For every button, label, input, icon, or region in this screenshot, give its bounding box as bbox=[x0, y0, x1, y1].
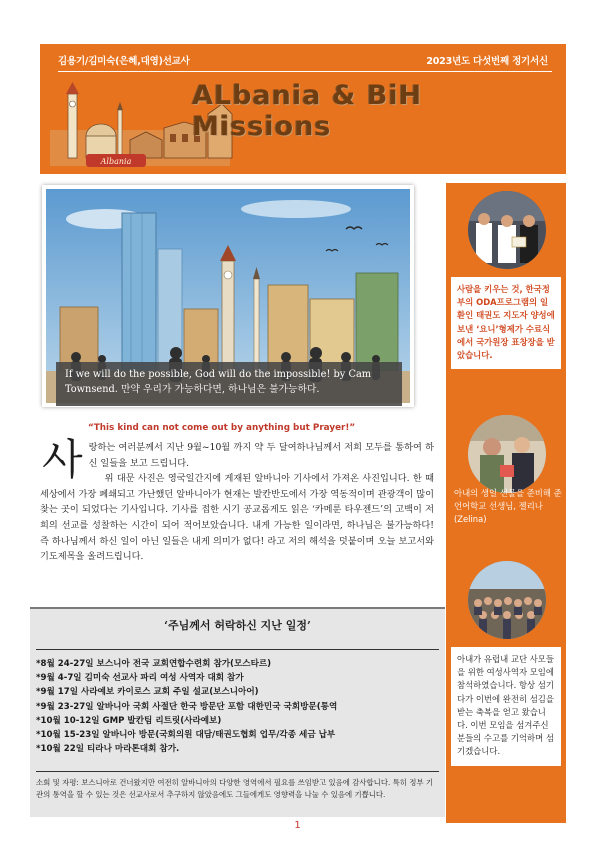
caption-english: If we will do the possible, God will do the impossible! by Cam Townsend. bbox=[65, 369, 372, 395]
issue-label: 2023년도 다섯번째 정기서신 bbox=[426, 56, 548, 67]
schedule-box bbox=[30, 607, 445, 817]
drop-cap: 사 bbox=[42, 435, 83, 484]
newsletter-title: ALbania & BiH Missions bbox=[192, 80, 423, 142]
header-divider bbox=[58, 71, 552, 72]
photo-caption bbox=[56, 362, 402, 406]
sidebar bbox=[446, 183, 566, 823]
caption-korean: 만약 우리가 가능하다면, 하나님은 불가능하다. bbox=[121, 384, 320, 395]
womens-conference-illustration bbox=[468, 561, 546, 639]
letter-paragraph-2: 위 대문 사진은 영국일간지에 게재된 알바니아 기사에서 가져온 사진입니다. 한 때 세상에서 가장 폐쇄되고 가난했던 알바니아가 현재는 발칸반도에서 가장 역동적이며 관광객이 많이 찾는 곳이 되었다는 기사입니다. 기사를 접한 시기 공교롭게도 읽은 ‘카메룬 타우젠드’의 고백이 저희의 선교를 성찰하는 시간이 되어 적어보았습니다. 내게 가능한 일이라면, 하나님은 불가능하다! 즉 하나님께서 하신 일이 아닌 일들은 내게 의미가 없다! 라고 저의 해석을 덧붙이며 오늘 보고서와 기도제목을 올려드립니다. bbox=[40, 473, 434, 563]
schedule-list bbox=[36, 657, 441, 756]
schedule-item: *10월 22일 티라나 마라톤대회 참가. bbox=[36, 744, 180, 755]
schedule-divider-top bbox=[36, 649, 439, 650]
letter-paragraph-1: 랑하는 여러분께서 지난 9월~10월 까지 약 두 달여하나님께서 저희 모두를 통하여 하신 일들을 보고 드립니다. bbox=[88, 442, 434, 469]
womens-conference-photo bbox=[468, 561, 546, 639]
taekwondo-award-photo bbox=[468, 191, 546, 269]
birthday-gift-illustration bbox=[468, 415, 546, 493]
prayer-quote: “This kind can not come out by anything but Prayer!” bbox=[88, 423, 356, 433]
schedule-item: *9월 17일 사라예보 카이로스 교회 주일 설교(보스니아어) bbox=[36, 687, 259, 698]
sidebar-note-taekwondo: 사람을 키우는 것, 한국정부의 ODA프로그램의 일환인 태권도 지도자 양성에 보낸 ‘요니’형제가 수료식에서 국가원장 표창장을 받았습니다. bbox=[451, 277, 561, 369]
schedule-item: *9월 4-7일 김미숙 선교사 파리 여성 사역자 대회 참가 bbox=[36, 673, 244, 684]
schedule-item: *10월 10-12일 GMP 발칸팀 리트릿(사라예보) bbox=[36, 715, 222, 726]
schedule-item: *10월 15-23일 알바니아 방문(국회의원 대담/태권도협회 업무/각종 세금 납부 bbox=[36, 730, 336, 741]
newsletter-header bbox=[40, 44, 566, 174]
sidebar-note-conference: 아내가 유럽내 교단 사모들을 위한 여성사역자 모임에 참석하였습니다. 항상 섬기다가 이번에 완전히 섬김을 받는 축복을 얻고 왔습니다. 이번 모임을 섬겨주신 분들의 수고를 기억하며 섬기겠습니다. bbox=[451, 647, 561, 766]
schedule-title: ‘주님께서 허락하신 지난 일정’ bbox=[164, 619, 311, 632]
authors-label: 김용기/김미숙(은혜,대영)선교사 bbox=[58, 56, 190, 67]
schedule-note: 소회 및 자평: 보스니아로 건너왔지만 여전히 알바니아의 다양한 영역에서 필요를 쓰임받고 있음에 감사합니다. 특히 정부 기관의 통역을 할 수 있는 것은 선교사로서 추구하지 않았음에도 그들에게도 영향력을 나눌 수 있음에 기쁩니다. bbox=[36, 778, 434, 799]
page-number: 1 bbox=[294, 820, 301, 831]
birthday-gift-photo bbox=[468, 415, 546, 493]
taekwondo-award-illustration bbox=[468, 191, 546, 269]
sidebar-note-birthday: 아내의 생일 선물을 준비해 준 언어학교 선생님, 젤리나(Zelina) bbox=[454, 488, 562, 525]
letter-body bbox=[40, 435, 434, 565]
logo-albania-text: Albania bbox=[100, 157, 132, 166]
schedule-divider-bottom bbox=[36, 771, 439, 772]
schedule-item: *8월 24-27일 보스니아 전국 교회연합수련회 참가(모스타르) bbox=[36, 659, 272, 669]
schedule-item: *9월 23-27일 알바니아 국회 사절단 한국 방문단 포함 대한민국 국회방문(통역 bbox=[36, 701, 338, 712]
